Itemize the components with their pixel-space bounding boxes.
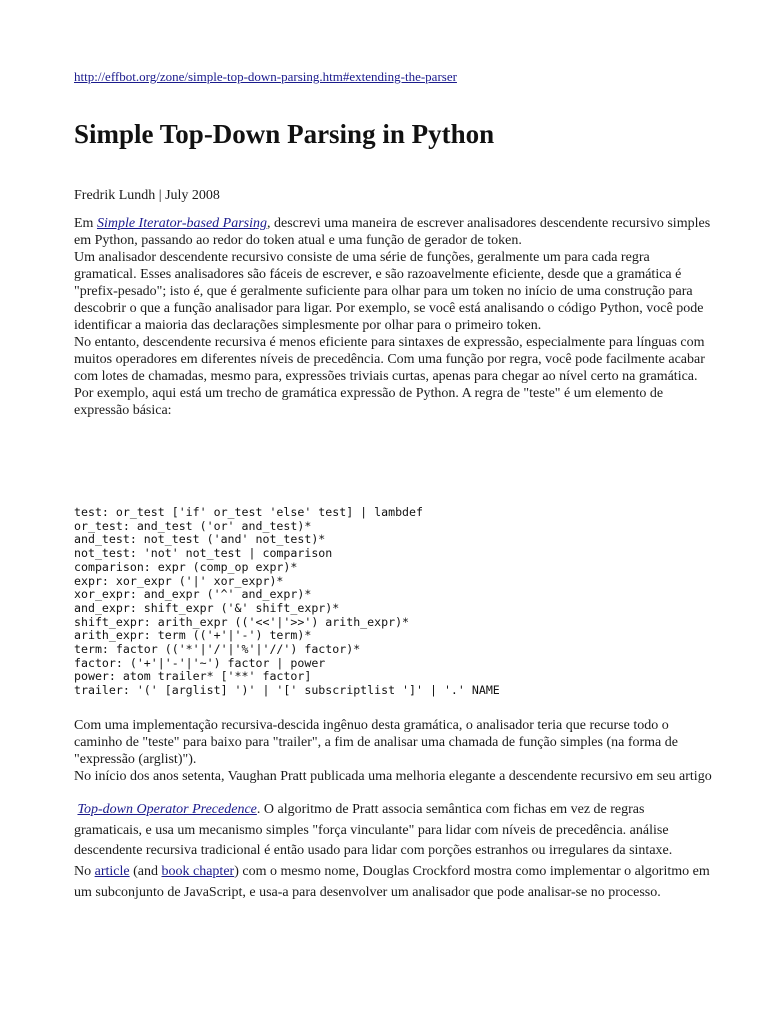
p4-text: Por exemplo, aqui está um trecho de gramática expressão de Python. A regra de "teste" é um elemento de expressão básica: — [74, 386, 664, 418]
p5-text: Com uma implementação recursiva-descida ingênuo desta gramática, o analisador teria que recurse todo o caminho de "teste" para baixo para "trailer", a fim de analisar uma chamada de função simples (na forma de "expressão (arglist)"). — [74, 718, 678, 767]
p3-text: No entanto, descendente recursiva é menos eficiente para sintaxes de expressão, especialmente para línguas com muitos operadores em diferentes níveis de precedência. Com uma função por regra, você pode facilmente acabar com lotes de chamadas, mesmo para, expressões triviais curtas, apenas para chegar ao nível certo na gramática. — [74, 335, 705, 384]
grammar-code-block: test: or_test ['if' or_test 'else' test] | lambdef or_test: and_test ('or' and_test)* and_test: not_test ('and' not_test)* not_test: 'not' not_test | comparison comparison: expr (comp_op expr)* expr: xor_expr ('|' xor_expr)* xor_expr: and_expr ('^' and_expr)* and_expr: shift_expr ('&' shift_expr)* shift_expr: arith_expr (('<<'|'>>') arith_expr)* arith_expr: term (('+'|'-') term)* term: factor (('*'|'/'|'%'|'//') factor)* factor: ('+'|'-'|'~') factor | power power: atom trailer* ['**' factor] trailer: '(' [arglist] ')' | '[' subscriptlist ']' | '.' NAME — [74, 505, 500, 698]
p8-prefix: No — [74, 864, 95, 879]
byline: Fredrik Lundh | July 2008 — [74, 188, 220, 203]
book-chapter-link[interactable]: book chapter — [161, 864, 235, 879]
intro-text-block — [74, 215, 714, 419]
p1-text: , descrevi uma maneira de escrever analisadores descendente recursivo simples em Python, passando ao redor do token atual e uma função de gerador de token. — [74, 216, 711, 248]
pratt-paragraph — [74, 800, 714, 862]
page-title: Simple Top-Down Parsing in Python — [74, 119, 495, 149]
p2-text: Um analisador descendente recursivo consiste de uma série de funções, geralmente um para cada regra gramatical. Esses analisadores são fáceis de escrever, e são razoavelmente eficiente, desde que a gramática é "prefix-pesado"; isto é, que é geralmente suficiente para olhar para um token no início de uma construção para descobrir o que a função analisador para ligar. Por exemplo, se você está analisando o código Python, você pode identificar a maioria das declarações simplesmente por olhar para o primeiro token. — [74, 250, 704, 333]
p8-mid: (and — [129, 864, 162, 879]
p8-text: ) com o mesmo nome, Douglas Crockford mostra como implementar o algoritmo em um subconjunto de JavaScript, e usa-a para desenvolver um analisador que pode analisar-se no processo. — [74, 864, 710, 900]
crockford-paragraph — [74, 862, 714, 903]
source-url-link[interactable]: http://effbot.org/zone/simple-top-down-parsing.htm#extending-the-parser — [74, 69, 457, 84]
p7-text: . O algoritmo de Pratt associa semântica com fichas em vez de regras gramaticais, e usa um mecanismo simples "força vinculante" para lidar com níveis de precedência. análise descendente recursiva tradicional é então usado para lidar com porções estranhos ou irregulares da sintaxe. — [74, 802, 673, 858]
top-down-operator-precedence-link[interactable]: Top-down Operator Precedence — [77, 802, 257, 817]
p1-prefix: Em — [74, 216, 97, 231]
implementation-text-block — [74, 717, 714, 785]
article-link[interactable]: article — [94, 864, 130, 879]
simple-iterator-parsing-link[interactable]: Simple Iterator-based Parsing — [96, 216, 267, 231]
p6-text: No início dos anos setenta, Vaughan Pratt publicada uma melhoria elegante a descendente recursivo em seu artigo — [74, 769, 712, 784]
